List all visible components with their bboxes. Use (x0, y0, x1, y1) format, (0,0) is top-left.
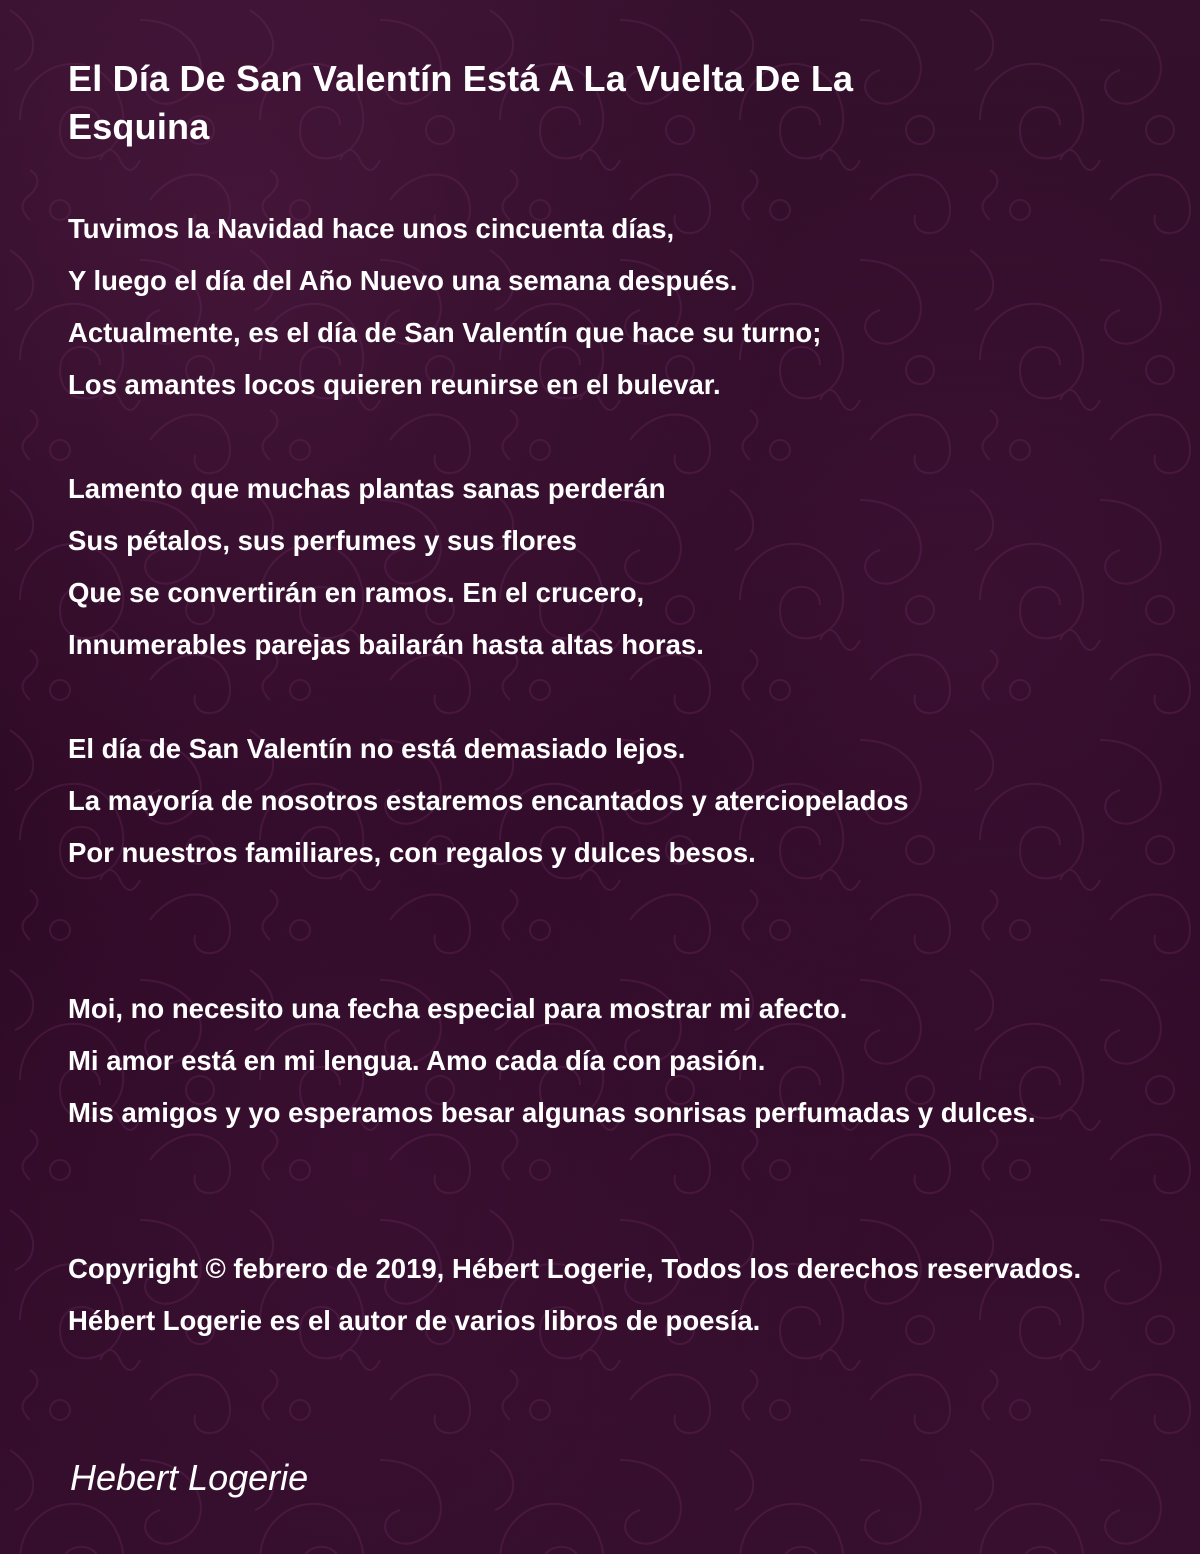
stanza-2 (68, 463, 1193, 671)
poem-line: Los amantes locos quieren reunirse en el bulevar. (68, 369, 721, 400)
poem-line: Mi amor está en mi lengua. Amo cada día con pasión. (68, 1045, 766, 1076)
stanza-1 (68, 203, 1193, 411)
poem-container (68, 55, 1193, 1347)
poem-body (68, 203, 1193, 1347)
author-note: Hébert Logerie es el autor de varios libros de poesía. (68, 1305, 761, 1336)
poem-line: Moi, no necesito una fecha especial para mostrar mi afecto. (68, 993, 848, 1024)
poem-line: Mis amigos y yo esperamos besar algunas sonrisas perfumadas y dulces. (68, 1097, 1036, 1128)
poem-line: El día de San Valentín no está demasiado lejos. (68, 733, 686, 764)
poem-line: Innumerables parejas bailarán hasta altas horas. (68, 629, 704, 660)
poem-line: La mayoría de nosotros estaremos encantados y aterciopelados (68, 785, 909, 816)
poem-line: Por nuestros familiares, con regalos y dulces besos. (68, 837, 756, 868)
poem-title: El Día De San Valentín Está A La Vuelta De La Esquina (68, 58, 854, 147)
poem-line: Y luego el día del Año Nuevo una semana después. (68, 265, 738, 296)
poem-line: Sus pétalos, sus perfumes y sus flores (68, 525, 577, 556)
poem-line: Actualmente, es el día de San Valentín que hace su turno; (68, 317, 822, 348)
author-signature: Hebert Logerie (70, 1457, 309, 1498)
poem-line: Lamento que muchas plantas sanas perderán (68, 473, 666, 504)
poem-line: Tuvimos la Navidad hace unos cincuenta días, (68, 213, 675, 244)
poem-line: Que se convertirán en ramos. En el crucero, (68, 577, 645, 608)
stanza-3 (68, 723, 1193, 879)
copyright-notice: Copyright © febrero de 2019, Hébert Logerie, Todos los derechos reservados. (68, 1253, 1082, 1284)
stanza-4 (68, 983, 1193, 1139)
